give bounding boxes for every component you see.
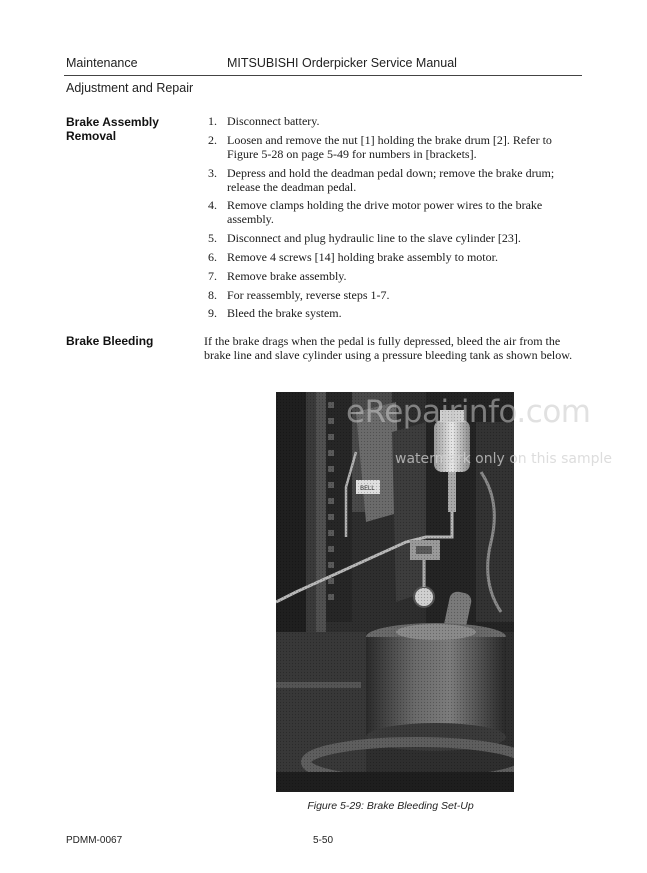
step-item (204, 114, 584, 128)
figure-caption-text: Figure 5-29: Brake Bleeding Set-Up (307, 800, 474, 812)
header-rule (64, 75, 582, 76)
step-number: 6. (208, 249, 217, 264)
removal-steps (204, 114, 584, 325)
step-item (204, 288, 584, 302)
removal-heading-line1: Brake Assembly (66, 115, 159, 129)
removal-heading-line2: Removal (66, 129, 117, 143)
watermark-sub: watermark only on this sample (395, 451, 613, 467)
step-text: Bleed the brake system. (227, 306, 342, 321)
step-item (204, 306, 584, 320)
footer-page-number: 5-50 (313, 835, 334, 846)
step-number: 9. (208, 306, 217, 321)
step-text: Disconnect battery. (227, 114, 320, 128)
figure-caption (0, 800, 647, 812)
header-right: MITSUBISHI Orderpicker Service Manual (227, 56, 457, 70)
step-text: Disconnect and plug hydraulic line to the slave cylinder [23]. (227, 231, 521, 246)
section-title: Adjustment and Repair (66, 81, 194, 95)
step-item (204, 250, 584, 264)
footer-doc-id: PDMM-0067 (66, 835, 123, 846)
step-item (204, 198, 584, 226)
removal-heading (66, 115, 196, 143)
watermark-main: eRepairinfo.com (346, 394, 591, 430)
step-item (204, 231, 584, 245)
step-text: Remove 4 screws [14] holding brake assembly to motor. (227, 249, 498, 264)
step-number: 1. (208, 114, 217, 128)
step-number: 7. (208, 268, 217, 283)
step-number: 8. (208, 287, 217, 302)
step-text: For reassembly, reverse steps 1-7. (227, 287, 390, 302)
step-text: Loosen and remove the nut [1] holding the brake drum [2]. Refer to Figure 5-28 on page 5-49 for numbers in [brackets]. (227, 132, 552, 161)
bleeding-paragraph: If the brake drags when the pedal is fully depressed, bleed the air from the brake line and slave cylinder using a pressure bleeding tank as shown below. (204, 334, 573, 362)
bleeding-heading: Brake Bleeding (66, 334, 154, 348)
step-number: 2. (208, 132, 217, 147)
step-text: Depress and hold the deadman pedal down; remove the brake drum; release the deadman pedal. (227, 165, 555, 194)
step-number: 5. (208, 231, 217, 246)
step-item (204, 166, 584, 194)
step-item (204, 133, 584, 161)
step-text: Remove brake assembly. (227, 268, 347, 283)
step-text: Remove clamps holding the drive motor power wires to the brake assembly. (227, 198, 543, 227)
step-number: 3. (208, 165, 217, 180)
step-number: 4. (208, 198, 217, 213)
header-left: Maintenance (66, 56, 138, 70)
step-item (204, 269, 584, 283)
